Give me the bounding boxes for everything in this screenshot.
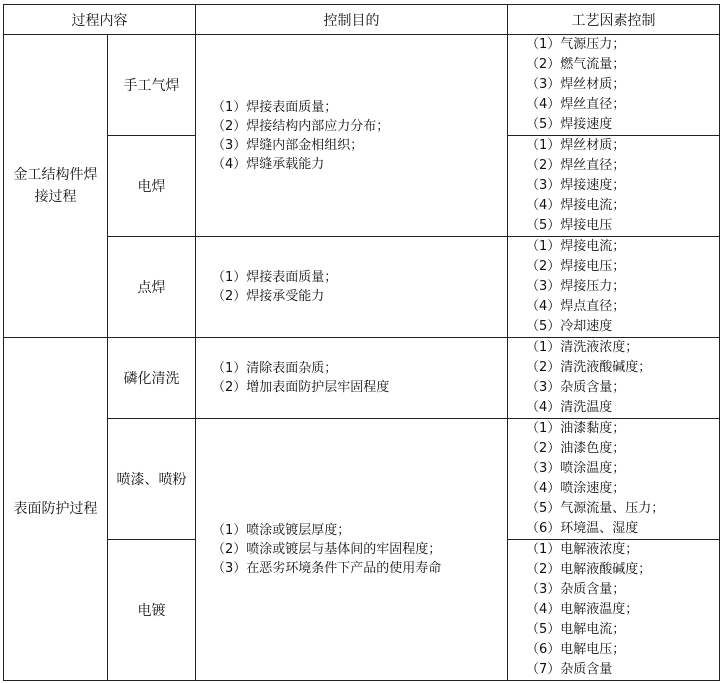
process-welding: 金工结构件焊接过程 — [4, 35, 108, 338]
table-row — [4, 35, 720, 136]
purpose-surface-2: （1）喷涂或镀层厚度； （2）喷涂或镀层与基体间的牢固程度； （3）在恶劣环境条件下产品的使用寿命 — [196, 419, 508, 681]
method-spot-welding: 点焊 — [108, 237, 196, 338]
factors-electric-welding: （1）焊丝材质； （2）焊丝直径； （3）焊接速度； （4）焊接电流； （5）焊接电压 — [508, 136, 720, 237]
table-row — [4, 419, 720, 540]
table-row — [4, 237, 720, 338]
method-electroplating: 电镀 — [108, 540, 196, 681]
header-row — [4, 5, 720, 35]
purpose-surface-1: （1）清除表面杂质； （2）增加表面防护层牢固程度 — [196, 338, 508, 419]
factors-electroplating: （1）电解液浓度； （2）电解液酸碱度； （3）杂质含量； （4）电解液温度； （5）电解电流； （6）电解电压； （7）杂质含量 — [508, 540, 720, 681]
method-phosphating: 磷化清洗 — [108, 338, 196, 419]
method-gas-welding: 手工气焊 — [108, 35, 196, 136]
factors-spot-welding: （1）焊接电流； （2）焊接电压； （3）焊接压力； （4）焊点直径； （5）冷却速度 — [508, 237, 720, 338]
header-purpose: 控制目的 — [196, 5, 508, 35]
factors-gas-welding: （1）气源压力； （2）燃气流量； （3）焊丝材质； （4）焊丝直径； （5）焊接速度 — [508, 35, 720, 136]
method-spray: 喷漆、喷粉 — [108, 419, 196, 540]
method-electric-welding: 电焊 — [108, 136, 196, 237]
table-row — [4, 338, 720, 419]
process-surface-protection: 表面防护过程 — [4, 338, 108, 681]
purpose-welding-1: （1）焊接表面质量； （2）焊接结构内部应力分布； （3）焊缝内部金相组织； （4）焊缝承载能力 — [196, 35, 508, 237]
factors-spray: （1）油漆黏度； （2）油漆色度； （3）喷涂温度； （4）喷涂速度； （5）气源流量、压力； （6）环境温、湿度 — [508, 419, 720, 540]
header-process: 过程内容 — [4, 5, 196, 35]
factors-phosphating: （1）清洗液浓度； （2）清洗液酸碱度； （3）杂质含量； （4）清洗温度 — [508, 338, 720, 419]
purpose-welding-2: （1）焊接表面质量； （2）焊接承受能力 — [196, 237, 508, 338]
process-control-table — [3, 4, 720, 681]
header-factors: 工艺因素控制 — [508, 5, 720, 35]
